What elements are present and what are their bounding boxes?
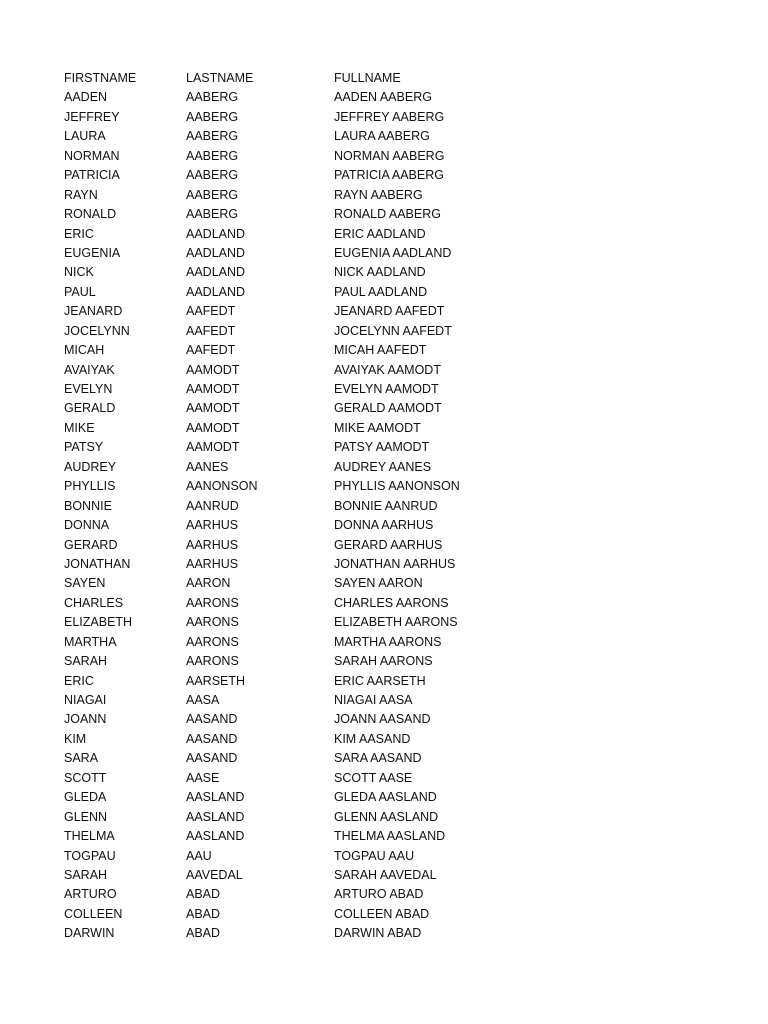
- lastname-cell: AARHUS: [186, 537, 239, 552]
- fullname-cell: CHARLES AARONS: [334, 595, 449, 610]
- table-row: [64, 322, 744, 341]
- fullname-cell: AUDREY AANES: [334, 459, 432, 474]
- fullname-cell: PHYLLIS AANONSON: [334, 479, 460, 494]
- fullname-cell: JEFFREY AABERG: [334, 109, 445, 124]
- firstname-cell: JOANN: [64, 712, 107, 727]
- lastname-cell: ABAD: [186, 887, 221, 902]
- lastname-cell: AARONS: [186, 654, 239, 669]
- firstname-cell: ERIC: [64, 673, 94, 688]
- lastname-cell: AARSETH: [186, 673, 246, 688]
- table-row: [64, 283, 744, 302]
- fullname-cell: ELIZABETH AARONS: [334, 615, 458, 630]
- lastname-cell: AABERG: [186, 207, 239, 222]
- firstname-cell: KIM: [64, 731, 87, 746]
- table-body: [64, 88, 744, 943]
- fullname-cell: GLEDA AASLAND: [334, 790, 437, 805]
- fullname-cell: SARA AASAND: [334, 751, 422, 766]
- lastname-cell: AARHUS: [186, 556, 239, 571]
- firstname-cell: SARA: [64, 751, 99, 766]
- fullname-cell: RONALD AABERG: [334, 207, 441, 222]
- lastname-cell: AAFEDT: [186, 343, 236, 358]
- firstname-cell: ELIZABETH: [64, 615, 133, 630]
- firstname-cell: JEANARD: [64, 304, 123, 319]
- lastname-cell: AAU: [186, 848, 212, 863]
- table-row: [64, 419, 744, 438]
- table-row: [64, 438, 744, 457]
- lastname-cell: AABERG: [186, 90, 239, 105]
- firstname-cell: RONALD: [64, 207, 117, 222]
- firstname-cell: DARWIN: [64, 926, 115, 941]
- table-row: [64, 633, 744, 652]
- fullname-cell: MARTHA AARONS: [334, 634, 442, 649]
- lastname-cell: AADLAND: [186, 284, 246, 299]
- firstname-cell: THELMA: [64, 829, 115, 844]
- table-row: [64, 885, 744, 904]
- firstname-cell: ARTURO: [64, 887, 117, 902]
- lastname-cell: AARON: [186, 576, 231, 591]
- fullname-cell: BONNIE AANRUD: [334, 498, 438, 513]
- firstname-cell: PATSY: [64, 440, 104, 455]
- table-row: [64, 749, 744, 768]
- fullname-cell: PATSY AAMODT: [334, 440, 430, 455]
- fullname-cell: PAUL AADLAND: [334, 284, 428, 299]
- firstname-cell: ERIC: [64, 226, 94, 241]
- lastname-cell: AAMODT: [186, 420, 240, 435]
- fullname-cell: AVAIYAK AAMODT: [334, 362, 441, 377]
- lastname-cell: AASE: [186, 770, 220, 785]
- lastname-cell: AAMODT: [186, 401, 240, 416]
- table-row: [64, 341, 744, 360]
- names-table: [64, 69, 744, 944]
- firstname-cell: AVAIYAK: [64, 362, 115, 377]
- table-row: [64, 205, 744, 224]
- firstname-cell: AUDREY: [64, 459, 117, 474]
- fullname-cell: JOANN AASAND: [334, 712, 431, 727]
- firstname-cell: LAURA: [64, 129, 106, 144]
- lastname-cell: AABERG: [186, 168, 239, 183]
- table-row: [64, 613, 744, 632]
- lastname-cell: AANES: [186, 459, 229, 474]
- firstname-cell: GLEDA: [64, 790, 107, 805]
- firstname-cell: GERALD: [64, 401, 116, 416]
- firstname-cell: DONNA: [64, 518, 110, 533]
- table-row: [64, 166, 744, 185]
- lastname-cell: AAFEDT: [186, 304, 236, 319]
- fullname-cell: AADEN AABERG: [334, 90, 432, 105]
- lastname-cell: AASA: [186, 693, 220, 707]
- table-row: [64, 710, 744, 729]
- table-row: [64, 827, 744, 846]
- firstname-cell: TOGPAU: [64, 848, 116, 863]
- fullname-cell: LAURA AABERG: [334, 129, 430, 144]
- lastname-cell: AAMODT: [186, 440, 240, 455]
- fullname-cell: NICK AADLAND: [334, 265, 426, 280]
- lastname-cell: AARHUS: [186, 518, 239, 533]
- firstname-cell: AADEN: [64, 90, 108, 105]
- lastname-cell: AANONSON: [186, 479, 258, 494]
- table-row: [64, 186, 744, 205]
- table-row: [64, 672, 744, 691]
- firstname-cell: GLENN: [64, 809, 108, 824]
- firstname-cell: MARTHA: [64, 634, 117, 649]
- fullname-cell: JOCELYNN AAFEDT: [334, 323, 452, 338]
- firstname-cell: EUGENIA: [64, 245, 121, 260]
- lastname-cell: AASLAND: [186, 829, 245, 844]
- fullname-cell: NORMAN AABERG: [334, 148, 445, 163]
- lastname-cell: AABERG: [186, 187, 239, 202]
- lastname-cell: ABAD: [186, 926, 221, 941]
- lastname-cell: ABAD: [186, 906, 221, 921]
- table-row: [64, 477, 744, 496]
- table-row: [64, 536, 744, 555]
- fullname-cell: THELMA AASLAND: [334, 829, 446, 844]
- firstname-cell: BONNIE: [64, 498, 112, 513]
- fullname-cell: ERIC AARSETH: [334, 673, 426, 688]
- table-row: [64, 399, 744, 418]
- fullname-cell: SAYEN AARON: [334, 576, 423, 591]
- firstname-cell: NICK: [64, 265, 94, 280]
- fullname-cell: ARTURO ABAD: [334, 887, 424, 902]
- lastname-cell: AADLAND: [186, 226, 246, 241]
- table-row: [64, 866, 744, 885]
- header-firstname: FIRSTNAME: [64, 71, 137, 85]
- lastname-cell: AASAND: [186, 751, 238, 766]
- lastname-cell: AASAND: [186, 712, 238, 727]
- header-lastname: LASTNAME: [186, 71, 254, 85]
- firstname-cell: PAUL: [64, 284, 96, 299]
- table-row: [64, 769, 744, 788]
- table-row: [64, 380, 744, 399]
- table-row: [64, 108, 744, 127]
- table-row: [64, 594, 744, 613]
- lastname-cell: AABERG: [186, 148, 239, 163]
- table-row: [64, 263, 744, 282]
- lastname-cell: AADLAND: [186, 265, 246, 280]
- firstname-cell: GERARD: [64, 537, 118, 552]
- firstname-cell: SARAH: [64, 867, 108, 882]
- firstname-cell: SAYEN: [64, 576, 106, 591]
- table-row: [64, 88, 744, 107]
- table-row: [64, 361, 744, 380]
- fullname-cell: NIAGAI AASA: [334, 693, 413, 707]
- table-row: [64, 808, 744, 827]
- lastname-cell: AAMODT: [186, 382, 240, 396]
- table-row: [64, 555, 744, 574]
- header-fullname: FULLNAME: [334, 71, 401, 85]
- table-row: [64, 458, 744, 477]
- firstname-cell: MICAH: [64, 343, 105, 358]
- table-row: [64, 924, 744, 943]
- fullname-cell: COLLEEN ABAD: [334, 906, 430, 921]
- lastname-cell: AARONS: [186, 595, 239, 610]
- firstname-cell: JOCELYNN: [64, 323, 130, 338]
- table-row: [64, 516, 744, 535]
- lastname-cell: AARONS: [186, 615, 239, 630]
- lastname-cell: AASLAND: [186, 809, 245, 824]
- table-row: [64, 497, 744, 516]
- fullname-cell: GERARD AARHUS: [334, 537, 443, 552]
- lastname-cell: AARONS: [186, 634, 239, 649]
- firstname-cell: COLLEEN: [64, 906, 123, 921]
- fullname-cell: DONNA AARHUS: [334, 518, 434, 533]
- lastname-cell: AABERG: [186, 109, 239, 124]
- fullname-cell: MIKE AAMODT: [334, 420, 421, 435]
- lastname-cell: AASLAND: [186, 790, 245, 805]
- table-row: [64, 574, 744, 593]
- firstname-cell: NORMAN: [64, 148, 120, 163]
- fullname-cell: SARAH AAVEDAL: [334, 867, 437, 882]
- fullname-cell: JONATHAN AARHUS: [334, 556, 456, 571]
- table-row: [64, 691, 744, 710]
- fullname-cell: GERALD AAMODT: [334, 401, 442, 416]
- lastname-cell: AAFEDT: [186, 323, 236, 338]
- table-row: [64, 147, 744, 166]
- fullname-cell: JEANARD AAFEDT: [334, 304, 445, 319]
- firstname-cell: NIAGAI: [64, 693, 107, 707]
- table-header-row: [64, 69, 744, 88]
- firstname-cell: SARAH: [64, 654, 108, 669]
- fullname-cell: KIM AASAND: [334, 731, 411, 746]
- firstname-cell: RAYN: [64, 187, 98, 202]
- lastname-cell: AANRUD: [186, 498, 239, 513]
- fullname-cell: DARWIN ABAD: [334, 926, 422, 941]
- fullname-cell: TOGPAU AAU: [334, 848, 415, 863]
- lastname-cell: AAVEDAL: [186, 867, 243, 882]
- table-row: [64, 905, 744, 924]
- table-row: [64, 730, 744, 749]
- firstname-cell: JONATHAN: [64, 556, 131, 571]
- firstname-cell: PHYLLIS: [64, 479, 116, 494]
- fullname-cell: ERIC AADLAND: [334, 226, 426, 241]
- firstname-cell: JEFFREY: [64, 109, 120, 124]
- fullname-cell: EUGENIA AADLAND: [334, 245, 452, 260]
- lastname-cell: AABERG: [186, 129, 239, 144]
- table-row: [64, 225, 744, 244]
- fullname-cell: GLENN AASLAND: [334, 809, 439, 824]
- table-row: [64, 302, 744, 321]
- firstname-cell: EVELYN: [64, 382, 113, 396]
- fullname-cell: RAYN AABERG: [334, 187, 423, 202]
- fullname-cell: SARAH AARONS: [334, 654, 433, 669]
- table-row: [64, 788, 744, 807]
- table-row: [64, 847, 744, 866]
- fullname-cell: SCOTT AASE: [334, 770, 413, 785]
- firstname-cell: PATRICIA: [64, 168, 120, 183]
- table-row: [64, 244, 744, 263]
- lastname-cell: AADLAND: [186, 245, 246, 260]
- table-row: [64, 652, 744, 671]
- fullname-cell: EVELYN AAMODT: [334, 382, 439, 396]
- lastname-cell: AASAND: [186, 731, 238, 746]
- firstname-cell: MIKE: [64, 420, 95, 435]
- table-row: [64, 127, 744, 146]
- lastname-cell: AAMODT: [186, 362, 240, 377]
- firstname-cell: CHARLES: [64, 595, 124, 610]
- fullname-cell: PATRICIA AABERG: [334, 168, 444, 183]
- firstname-cell: SCOTT: [64, 770, 107, 785]
- fullname-cell: MICAH AAFEDT: [334, 343, 427, 358]
